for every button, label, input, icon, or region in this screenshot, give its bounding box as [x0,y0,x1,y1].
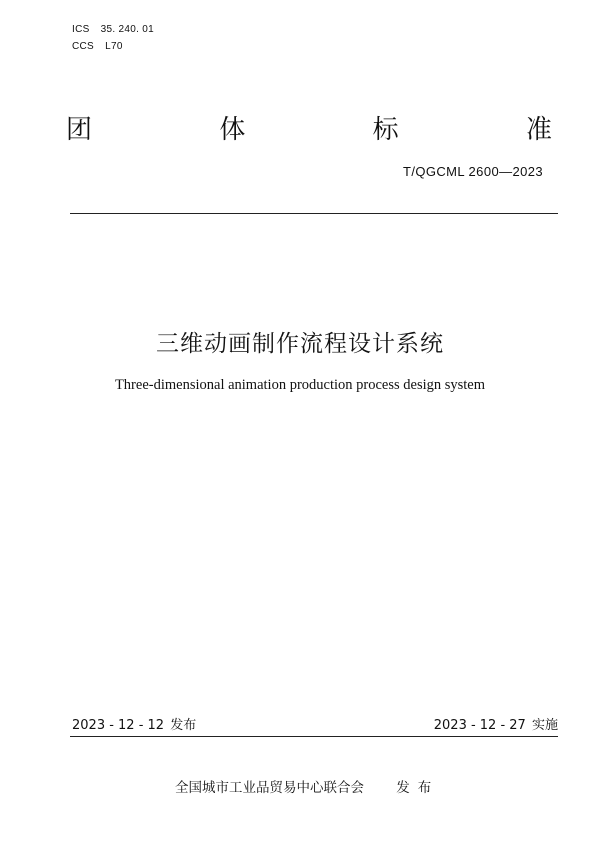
issue-date: 2023 - 12 - 12 [72,718,165,733]
standard-type-heading [66,113,552,147]
footer-divider [70,736,558,737]
ccs-classification [72,41,123,52]
implementation-date: 2023 - 12 - 27 [433,718,526,733]
ccs-label: CCS [72,41,95,52]
issue-label: 发布 [170,718,197,733]
issuer-line [175,776,439,796]
standard-type-char: 体 [219,115,246,145]
standard-type-char: 团 [66,115,93,145]
implementation-label: 实施 [531,718,558,733]
ics-code: 35. 240. 01 [100,24,155,35]
header-divider [70,213,558,214]
document-title-chinese: 三维动画制作流程设计系统 [156,331,444,357]
implementation-date-line [434,714,558,733]
ccs-code: L70 [105,41,123,52]
issue-date-line [72,714,196,733]
standard-type-char: 准 [525,115,552,145]
document-title-english: Three-dimensional animation production process design system [114,377,486,393]
ics-label: ICS [72,24,90,35]
standard-type-char: 标 [372,115,399,145]
issuer-action: 发布 [396,780,440,796]
standard-number: T/QGCML 2600—2023 [403,164,543,179]
ics-classification [72,24,154,35]
issuer-name: 全国城市工业品贸易中心联合会 [175,780,364,796]
